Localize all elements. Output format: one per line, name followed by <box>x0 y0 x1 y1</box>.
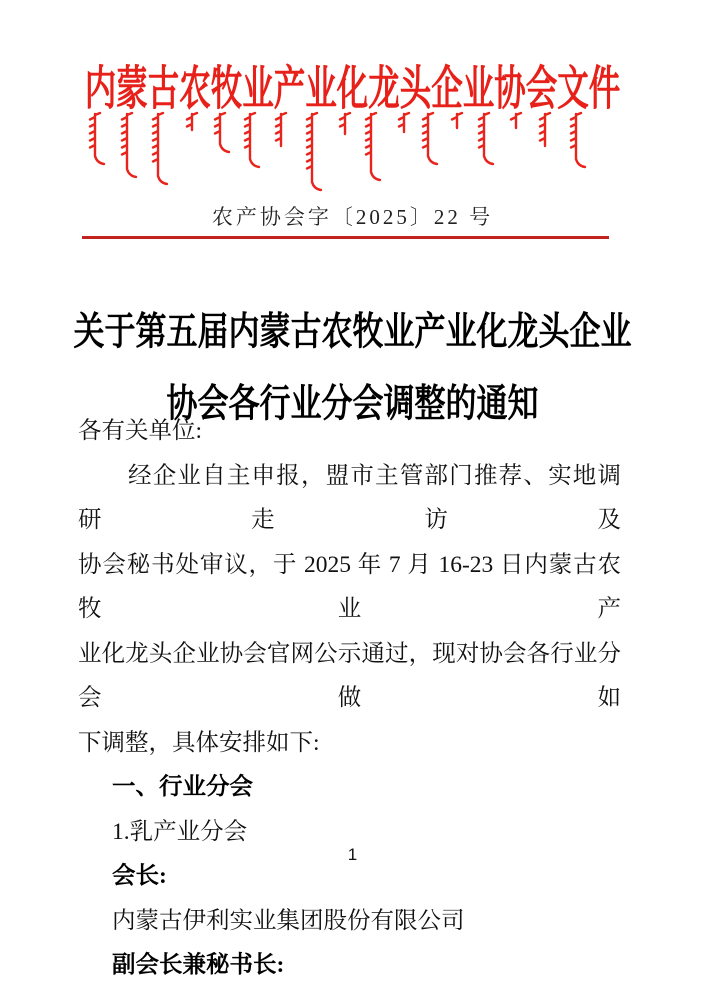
mongolian-glyph <box>122 113 136 177</box>
body-line: 协会秘书处审议，于 2025 年 7 月 16-23 日内蒙古农牧业产 <box>78 551 621 622</box>
body-line: 副会长兼秘书长: <box>112 952 285 978</box>
page-number: 1 <box>347 845 358 864</box>
body-line: 经企业自主申报，盟市主管部门推荐、实地调研走访及 <box>78 462 621 533</box>
mongolian-glyph <box>366 113 380 180</box>
mongolian-glyph <box>245 113 259 167</box>
document-body <box>78 409 621 988</box>
document-number: 农产协会字〔2025〕22 号 <box>211 205 494 229</box>
document-title-line2: 协会各行业分会调整的通知 <box>166 381 539 426</box>
body-line: 会长: <box>112 863 167 889</box>
mongolian-glyph <box>479 113 493 164</box>
mongolian-glyph <box>153 113 167 184</box>
mongolian-glyph <box>423 113 437 164</box>
mongolian-glyph <box>540 113 550 146</box>
body-line: 内蒙古伊利实业集团股份有限公司 <box>112 907 465 934</box>
body-line: 业化龙头企业协会官网公示通过，现对协会各行业分会做如 <box>78 640 621 711</box>
mongolian-glyph <box>90 113 104 164</box>
mongolian-glyph <box>187 113 197 130</box>
mongolian-glyph <box>511 113 521 128</box>
letterhead-org-title: 内蒙古农牧业产业化龙头企业协会文件 <box>84 62 621 115</box>
document-title-line1: 关于第五届内蒙古农牧业产业化龙头企业 <box>73 309 632 354</box>
mongolian-glyph <box>215 113 229 152</box>
mongolian-glyph <box>571 113 585 167</box>
mongolian-glyph <box>452 113 462 128</box>
body-line: 下调整，具体安排如下: <box>78 729 320 756</box>
body-line: 1.乳产业分会 <box>112 818 248 845</box>
red-divider-line <box>82 236 609 239</box>
body-line: 各有关单位: <box>78 418 203 444</box>
body-line: 一、行业分会 <box>112 774 253 800</box>
mongolian-glyph <box>276 113 286 146</box>
mongolian-glyph <box>340 113 350 134</box>
mongolian-glyph <box>399 113 409 132</box>
mongolian-script <box>80 110 625 188</box>
mongolian-glyph <box>307 113 321 190</box>
